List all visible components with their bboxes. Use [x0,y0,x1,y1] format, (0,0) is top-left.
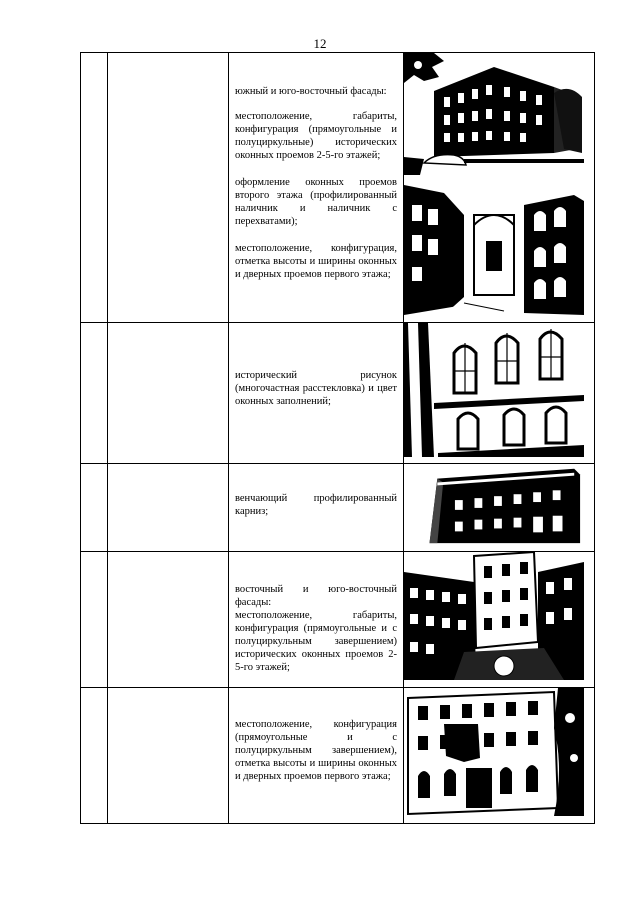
building-facade-photo [404,53,584,175]
description-paragraph: местоположение, габариты, конфигурация (прямоугольные и полуциркульные) исторических оконных проемов 2-5-го этажей; [235,111,397,161]
name-cell [108,688,229,824]
photo-cell [404,53,595,323]
name-cell [108,552,229,688]
name-cell [108,53,229,323]
protected-elements-table [80,52,595,824]
index-cell [81,688,108,824]
description-cell [229,688,404,824]
index-cell [81,53,108,323]
description-paragraph: местоположение, конфигурация, отметка высоты и ширины оконных и дверных проемов первого этажа; [235,243,397,280]
description-paragraph: восточный и юго-восточный фасады: местоположение, габариты, конфигурация (прямоугольные и с полуциркульным завершением) исторических оконных проемов 2-5-го этажей; [235,584,397,673]
window-detail-photo [404,323,584,457]
photo-cell [404,323,595,464]
photo-cell [404,464,595,552]
ground-floor-photo [404,688,584,816]
table-row [81,53,595,323]
photo-cell [404,688,595,824]
index-cell [81,552,108,688]
index-cell [81,323,108,464]
east-facade-photo [404,552,584,680]
courtyard-passage-photo [404,185,584,315]
table-row [81,464,595,552]
description-paragraph: венчающий профилированный карниз; [235,493,397,517]
table-row [81,323,595,464]
cornice-photo [408,464,584,544]
name-cell [108,323,229,464]
description-cell [229,464,404,552]
description-paragraph: оформление оконных проемов второго этажа (профилированный наличник и наличник с перехватами); [235,177,397,227]
table-row [81,688,595,824]
name-cell [108,464,229,552]
description-cell [229,53,404,323]
page-number: 12 [313,36,327,51]
description-cell [229,323,404,464]
description-paragraph: местоположение, конфигурация (прямоугольные и с полуциркульным завершением), отметка высоты и ширины оконных и дверных проемов первого этажа; [235,719,397,782]
table-row [81,552,595,688]
index-cell [81,464,108,552]
description-paragraph: южный и юго-восточный фасады: [235,86,387,97]
photo-cell [404,552,595,688]
description-cell [229,552,404,688]
description-paragraph: исторический рисунок (многочастная расстекловка) и цвет оконных заполнений; [235,370,397,407]
